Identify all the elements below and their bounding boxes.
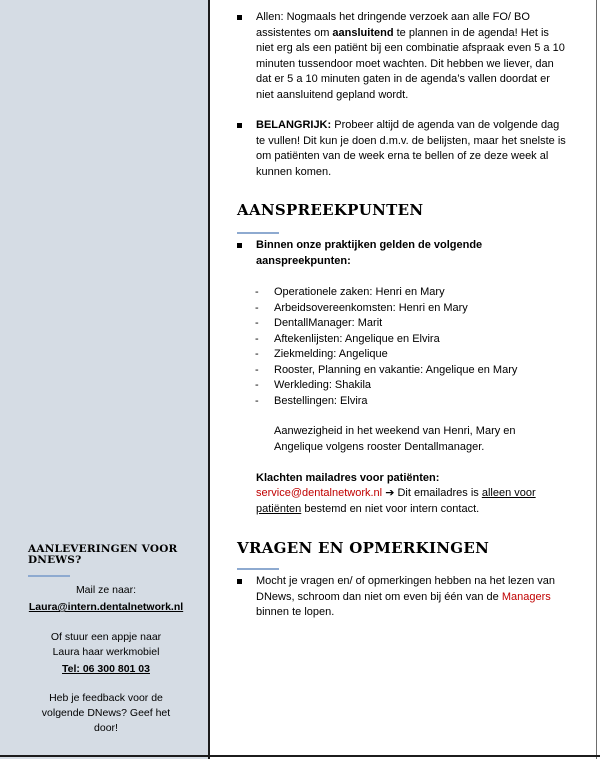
right-border [596, 0, 597, 759]
weekend-line-2: Angelique volgens rooster Dentallmanager. [274, 441, 485, 453]
bullet-icon [237, 579, 242, 584]
feedback-line-2: volgende DNews? Geef het [41, 707, 171, 719]
bullet-icon [237, 15, 242, 20]
belangrijk-body: Probeer altijd de agenda van de volgende dag te vullen! Dit kun je doen d.m.v. de belijsten, maar het snelste is om patiënten van de week erna te bellen of ze deze week al kunnen komen. [256, 119, 566, 178]
allen-bold: aansluitend [332, 26, 394, 39]
sidebar-heading: AANLEVERINGEN VOOR DNEWS? [28, 543, 178, 566]
sidebar-heading-rule [28, 575, 70, 577]
arrow-icon: ➔ [385, 487, 395, 499]
list-item: - Arbeidsovereenkomsten: Henri en Mary [255, 301, 468, 314]
list-item: - Rooster, Planning en vakantie: Angelique en Mary [255, 363, 518, 376]
service-email-link[interactable]: service@dentalnetwork.nl [256, 487, 383, 499]
vragen-text: Mocht je vragen en/ of opmerkingen hebben na het lezen van DNews, schroom dan niet om even bij één van de Managers binnen te lopen. [256, 575, 556, 618]
section-rule [237, 568, 279, 570]
bullet-belangrijk-text [256, 118, 567, 180]
klachten-heading: Klachten mailadres voor patiënten: [256, 472, 440, 484]
allen-prefix: Allen: Nogmaals het dringende verzoek aan alle FO/ BO assistentes om [256, 11, 530, 39]
list-item: - Werkleding: Shakila [255, 379, 372, 391]
sidebar [0, 0, 210, 759]
weekend-line-1: Aanwezigheid in het weekend van Henri, Mary en [274, 425, 516, 437]
section-title-aanspreekpunten: AANSPREEKPUNTEN [237, 201, 424, 219]
bottom-border [0, 755, 600, 757]
feedback-line-3: door! [94, 722, 118, 734]
list-item: - Aftekenlijsten: Angelique en Elvira [255, 332, 440, 345]
feedback-line-1: Heb je feedback voor de [49, 692, 163, 704]
phone-number[interactable]: Tel: 06 300 801 03 [62, 663, 150, 675]
list-item: - DentallManager: Marit [255, 317, 383, 329]
bullet-allen-text [256, 10, 567, 103]
sidebar-email-link[interactable]: Laura@intern.dentalnetwork.nl [28, 601, 184, 613]
section-title-vragen: VRAGEN EN OPMERKINGEN [237, 539, 490, 557]
list-item: - Operationele zaken: Henri en Mary [255, 286, 445, 298]
email-note-line-2: patiënten bestemd en niet voor intern contact. [256, 503, 480, 515]
belangrijk-label: BELANGRIJK: [256, 119, 332, 131]
managers-link[interactable]: Managers [501, 590, 551, 603]
allen-suffix: te plannen in de agenda! Het is niet erg als een patiënt bij een combinatie afspraak even 5 a 10 minuten tussendoor moet wachten. Dit hebben we liever, dan dat er 5 a 10 minuten gaten in de agenda’s vallen doordat er niet aansluitend gepland wordt. [256, 26, 565, 101]
bullet-belangrijk [237, 118, 567, 180]
bullet-icon [237, 123, 242, 128]
bullet-aanspreekpunten-intro [237, 238, 567, 269]
bullet-allen [237, 10, 567, 103]
aanspreekpunten-intro: Binnen onze praktijken gelden de volgende aanspreekpunten: [256, 239, 483, 267]
list-item: - Bestellingen: Elvira [255, 394, 368, 407]
app-line-1: Of stuur een appje naar [50, 631, 162, 643]
bullet-icon [237, 243, 242, 248]
service-email-line: service@dentalnetwork.nl ➔ Dit emailadres is alleen voor [256, 487, 536, 499]
mail-label: Mail ze naar: [75, 584, 137, 596]
list-item: - Ziekmelding: Angelique [255, 348, 388, 360]
app-line-2: Laura haar werkmobiel [52, 646, 160, 658]
section-rule [237, 232, 279, 234]
aanspreekpunten-list [255, 285, 517, 409]
bullet-vragen [237, 574, 567, 621]
